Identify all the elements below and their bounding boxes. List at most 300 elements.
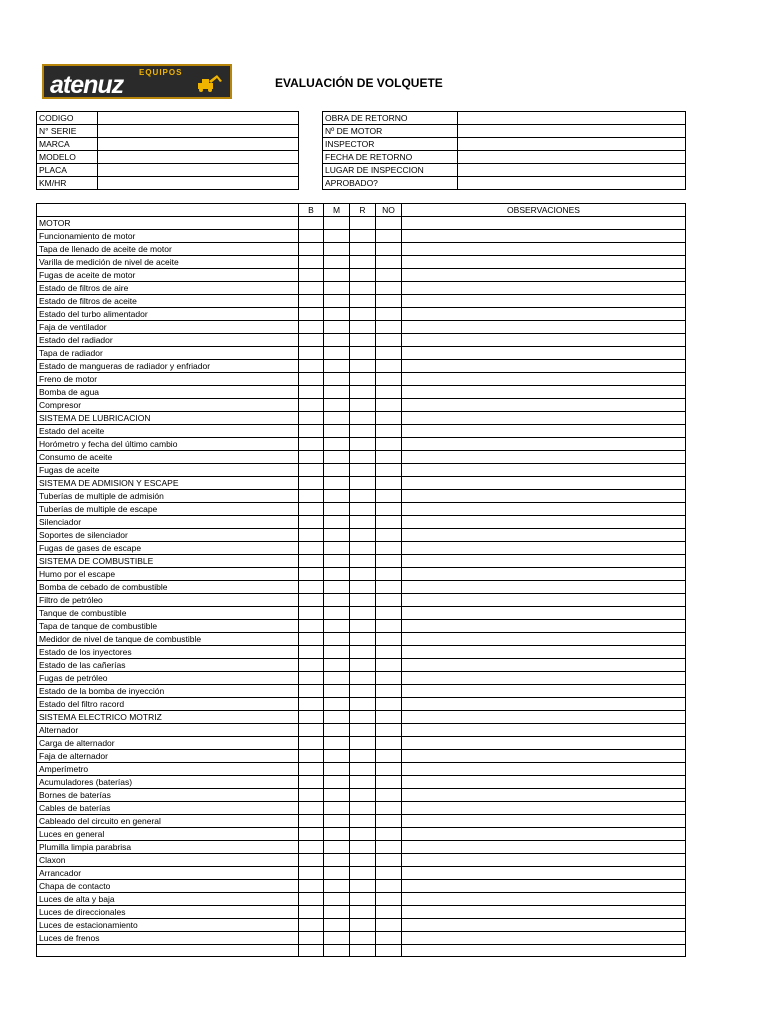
observaciones-cell[interactable]	[402, 295, 686, 308]
observaciones-cell[interactable]	[402, 451, 686, 464]
rating-b-cell[interactable]	[299, 477, 324, 490]
rating-no-cell[interactable]	[376, 893, 402, 906]
rating-no-cell[interactable]	[376, 529, 402, 542]
rating-b-cell[interactable]	[299, 945, 324, 957]
rating-r-cell[interactable]	[350, 893, 376, 906]
observaciones-cell[interactable]	[402, 893, 686, 906]
rating-m-cell[interactable]	[324, 841, 350, 854]
observaciones-cell[interactable]	[402, 867, 686, 880]
rating-no-cell[interactable]	[376, 828, 402, 841]
observaciones-cell[interactable]	[402, 854, 686, 867]
observaciones-cell[interactable]	[402, 659, 686, 672]
rating-r-cell[interactable]	[350, 685, 376, 698]
rating-r-cell[interactable]	[350, 412, 376, 425]
rating-b-cell[interactable]	[299, 815, 324, 828]
rating-no-cell[interactable]	[376, 620, 402, 633]
rating-m-cell[interactable]	[324, 386, 350, 399]
observaciones-cell[interactable]	[402, 503, 686, 516]
rating-r-cell[interactable]	[350, 516, 376, 529]
rating-r-cell[interactable]	[350, 230, 376, 243]
rating-m-cell[interactable]	[324, 659, 350, 672]
rating-r-cell[interactable]	[350, 295, 376, 308]
rating-m-cell[interactable]	[324, 269, 350, 282]
rating-b-cell[interactable]	[299, 438, 324, 451]
rating-m-cell[interactable]	[324, 373, 350, 386]
rating-m-cell[interactable]	[324, 243, 350, 256]
rating-no-cell[interactable]	[376, 503, 402, 516]
rating-b-cell[interactable]	[299, 256, 324, 269]
rating-r-cell[interactable]	[350, 386, 376, 399]
observaciones-cell[interactable]	[402, 269, 686, 282]
rating-m-cell[interactable]	[324, 529, 350, 542]
observaciones-cell[interactable]	[402, 763, 686, 776]
rating-b-cell[interactable]	[299, 555, 324, 568]
rating-m-cell[interactable]	[324, 308, 350, 321]
rating-no-cell[interactable]	[376, 412, 402, 425]
observaciones-cell[interactable]	[402, 243, 686, 256]
rating-b-cell[interactable]	[299, 269, 324, 282]
observaciones-cell[interactable]	[402, 321, 686, 334]
rating-m-cell[interactable]	[324, 737, 350, 750]
rating-r-cell[interactable]	[350, 594, 376, 607]
rating-r-cell[interactable]	[350, 503, 376, 516]
rating-r-cell[interactable]	[350, 555, 376, 568]
rating-no-cell[interactable]	[376, 672, 402, 685]
rating-b-cell[interactable]	[299, 594, 324, 607]
observaciones-cell[interactable]	[402, 776, 686, 789]
rating-r-cell[interactable]	[350, 425, 376, 438]
rating-m-cell[interactable]	[324, 217, 350, 230]
rating-r-cell[interactable]	[350, 529, 376, 542]
rating-b-cell[interactable]	[299, 334, 324, 347]
rating-r-cell[interactable]	[350, 256, 376, 269]
observaciones-cell[interactable]	[402, 750, 686, 763]
rating-no-cell[interactable]	[376, 321, 402, 334]
rating-b-cell[interactable]	[299, 776, 324, 789]
rating-b-cell[interactable]	[299, 750, 324, 763]
rating-m-cell[interactable]	[324, 802, 350, 815]
rating-no-cell[interactable]	[376, 230, 402, 243]
rating-r-cell[interactable]	[350, 399, 376, 412]
rating-r-cell[interactable]	[350, 477, 376, 490]
observaciones-cell[interactable]	[402, 828, 686, 841]
observaciones-cell[interactable]	[402, 386, 686, 399]
rating-b-cell[interactable]	[299, 724, 324, 737]
rating-m-cell[interactable]	[324, 906, 350, 919]
observaciones-cell[interactable]	[402, 620, 686, 633]
rating-no-cell[interactable]	[376, 451, 402, 464]
rating-m-cell[interactable]	[324, 932, 350, 945]
rating-b-cell[interactable]	[299, 360, 324, 373]
rating-r-cell[interactable]	[350, 815, 376, 828]
rating-b-cell[interactable]	[299, 308, 324, 321]
rating-b-cell[interactable]	[299, 737, 324, 750]
checklist-item-label: Compresor	[37, 399, 299, 412]
rating-m-cell[interactable]	[324, 763, 350, 776]
rating-m-cell[interactable]	[324, 698, 350, 711]
rating-r-cell[interactable]	[350, 282, 376, 295]
rating-b-cell[interactable]	[299, 620, 324, 633]
rating-m-cell[interactable]	[324, 477, 350, 490]
rating-m-cell[interactable]	[324, 919, 350, 932]
rating-r-cell[interactable]	[350, 763, 376, 776]
rating-no-cell[interactable]	[376, 906, 402, 919]
rating-r-cell[interactable]	[350, 724, 376, 737]
rating-no-cell[interactable]	[376, 399, 402, 412]
rating-no-cell[interactable]	[376, 919, 402, 932]
observaciones-cell[interactable]	[402, 802, 686, 815]
rating-r-cell[interactable]	[350, 490, 376, 503]
rating-b-cell[interactable]	[299, 464, 324, 477]
observaciones-cell[interactable]	[402, 490, 686, 503]
rating-m-cell[interactable]	[324, 854, 350, 867]
observaciones-cell[interactable]	[402, 438, 686, 451]
rating-b-cell[interactable]	[299, 646, 324, 659]
observaciones-cell[interactable]	[402, 633, 686, 646]
rating-no-cell[interactable]	[376, 789, 402, 802]
rating-r-cell[interactable]	[350, 451, 376, 464]
rating-r-cell[interactable]	[350, 711, 376, 724]
rating-m-cell[interactable]	[324, 282, 350, 295]
observaciones-cell[interactable]	[402, 373, 686, 386]
observaciones-cell[interactable]	[402, 789, 686, 802]
rating-b-cell[interactable]	[299, 919, 324, 932]
rating-no-cell[interactable]	[376, 373, 402, 386]
rating-b-cell[interactable]	[299, 607, 324, 620]
observaciones-cell[interactable]	[402, 529, 686, 542]
rating-b-cell[interactable]	[299, 802, 324, 815]
rating-m-cell[interactable]	[324, 412, 350, 425]
rating-m-cell[interactable]	[324, 464, 350, 477]
rating-b-cell[interactable]	[299, 854, 324, 867]
observaciones-cell[interactable]	[402, 594, 686, 607]
rating-no-cell[interactable]	[376, 802, 402, 815]
rating-no-cell[interactable]	[376, 555, 402, 568]
observaciones-cell[interactable]	[402, 724, 686, 737]
rating-r-cell[interactable]	[350, 828, 376, 841]
rating-m-cell[interactable]	[324, 945, 350, 957]
rating-m-cell[interactable]	[324, 347, 350, 360]
observaciones-cell[interactable]	[402, 945, 686, 957]
rating-r-cell[interactable]	[350, 789, 376, 802]
rating-b-cell[interactable]	[299, 347, 324, 360]
rating-no-cell[interactable]	[376, 945, 402, 957]
observaciones-cell[interactable]	[402, 360, 686, 373]
rating-no-cell[interactable]	[376, 542, 402, 555]
rating-m-cell[interactable]	[324, 880, 350, 893]
rating-m-cell[interactable]	[324, 490, 350, 503]
field-value-cell[interactable]	[98, 138, 299, 151]
rating-r-cell[interactable]	[350, 854, 376, 867]
rating-m-cell[interactable]	[324, 438, 350, 451]
rating-b-cell[interactable]	[299, 841, 324, 854]
rating-no-cell[interactable]	[376, 490, 402, 503]
observaciones-cell[interactable]	[402, 685, 686, 698]
rating-no-cell[interactable]	[376, 776, 402, 789]
rating-b-cell[interactable]	[299, 633, 324, 646]
rating-m-cell[interactable]	[324, 893, 350, 906]
rating-m-cell[interactable]	[324, 503, 350, 516]
rating-no-cell[interactable]	[376, 334, 402, 347]
rating-r-cell[interactable]	[350, 841, 376, 854]
rating-b-cell[interactable]	[299, 451, 324, 464]
rating-m-cell[interactable]	[324, 568, 350, 581]
rating-no-cell[interactable]	[376, 386, 402, 399]
observaciones-cell[interactable]	[402, 477, 686, 490]
rating-r-cell[interactable]	[350, 776, 376, 789]
rating-b-cell[interactable]	[299, 373, 324, 386]
rating-r-cell[interactable]	[350, 347, 376, 360]
rating-r-cell[interactable]	[350, 321, 376, 334]
rating-no-cell[interactable]	[376, 854, 402, 867]
rating-r-cell[interactable]	[350, 373, 376, 386]
field-value-cell[interactable]	[458, 177, 686, 190]
rating-r-cell[interactable]	[350, 620, 376, 633]
rating-no-cell[interactable]	[376, 841, 402, 854]
rating-m-cell[interactable]	[324, 334, 350, 347]
rating-b-cell[interactable]	[299, 217, 324, 230]
rating-m-cell[interactable]	[324, 789, 350, 802]
rating-b-cell[interactable]	[299, 659, 324, 672]
observaciones-cell[interactable]	[402, 464, 686, 477]
rating-m-cell[interactable]	[324, 672, 350, 685]
rating-m-cell[interactable]	[324, 620, 350, 633]
field-value-cell[interactable]	[458, 125, 686, 138]
field-value-cell[interactable]	[458, 112, 686, 125]
rating-b-cell[interactable]	[299, 906, 324, 919]
rating-m-cell[interactable]	[324, 815, 350, 828]
rating-r-cell[interactable]	[350, 607, 376, 620]
rating-no-cell[interactable]	[376, 217, 402, 230]
observaciones-cell[interactable]	[402, 347, 686, 360]
rating-b-cell[interactable]	[299, 789, 324, 802]
field-value-cell[interactable]	[98, 112, 299, 125]
observaciones-cell[interactable]	[402, 256, 686, 269]
rating-no-cell[interactable]	[376, 659, 402, 672]
rating-b-cell[interactable]	[299, 529, 324, 542]
observaciones-cell[interactable]	[402, 815, 686, 828]
observaciones-cell[interactable]	[402, 919, 686, 932]
rating-b-cell[interactable]	[299, 932, 324, 945]
rating-no-cell[interactable]	[376, 425, 402, 438]
rating-m-cell[interactable]	[324, 516, 350, 529]
rating-b-cell[interactable]	[299, 581, 324, 594]
rating-m-cell[interactable]	[324, 295, 350, 308]
rating-b-cell[interactable]	[299, 321, 324, 334]
observaciones-cell[interactable]	[402, 906, 686, 919]
field-value-cell[interactable]	[458, 138, 686, 151]
rating-b-cell[interactable]	[299, 399, 324, 412]
observaciones-cell[interactable]	[402, 646, 686, 659]
rating-no-cell[interactable]	[376, 256, 402, 269]
rating-no-cell[interactable]	[376, 750, 402, 763]
rating-m-cell[interactable]	[324, 581, 350, 594]
rating-m-cell[interactable]	[324, 776, 350, 789]
rating-r-cell[interactable]	[350, 698, 376, 711]
observaciones-cell[interactable]	[402, 217, 686, 230]
rating-r-cell[interactable]	[350, 672, 376, 685]
rating-b-cell[interactable]	[299, 763, 324, 776]
observaciones-cell[interactable]	[402, 880, 686, 893]
rating-no-cell[interactable]	[376, 685, 402, 698]
field-value-cell[interactable]	[98, 177, 299, 190]
rating-b-cell[interactable]	[299, 412, 324, 425]
observaciones-cell[interactable]	[402, 542, 686, 555]
rating-m-cell[interactable]	[324, 633, 350, 646]
rating-no-cell[interactable]	[376, 568, 402, 581]
rating-b-cell[interactable]	[299, 893, 324, 906]
rating-no-cell[interactable]	[376, 243, 402, 256]
observaciones-cell[interactable]	[402, 568, 686, 581]
rating-r-cell[interactable]	[350, 906, 376, 919]
field-value-cell[interactable]	[458, 164, 686, 177]
rating-b-cell[interactable]	[299, 295, 324, 308]
observaciones-cell[interactable]	[402, 230, 686, 243]
observaciones-cell[interactable]	[402, 711, 686, 724]
rating-b-cell[interactable]	[299, 880, 324, 893]
rating-no-cell[interactable]	[376, 815, 402, 828]
rating-r-cell[interactable]	[350, 269, 376, 282]
rating-m-cell[interactable]	[324, 425, 350, 438]
rating-no-cell[interactable]	[376, 724, 402, 737]
rating-r-cell[interactable]	[350, 659, 376, 672]
rating-no-cell[interactable]	[376, 932, 402, 945]
rating-m-cell[interactable]	[324, 360, 350, 373]
rating-b-cell[interactable]	[299, 828, 324, 841]
rating-r-cell[interactable]	[350, 737, 376, 750]
rating-no-cell[interactable]	[376, 581, 402, 594]
rating-b-cell[interactable]	[299, 867, 324, 880]
rating-r-cell[interactable]	[350, 542, 376, 555]
rating-r-cell[interactable]	[350, 464, 376, 477]
rating-r-cell[interactable]	[350, 438, 376, 451]
rating-no-cell[interactable]	[376, 308, 402, 321]
observaciones-cell[interactable]	[402, 607, 686, 620]
rating-b-cell[interactable]	[299, 490, 324, 503]
rating-no-cell[interactable]	[376, 711, 402, 724]
rating-r-cell[interactable]	[350, 243, 376, 256]
rating-b-cell[interactable]	[299, 503, 324, 516]
rating-no-cell[interactable]	[376, 295, 402, 308]
checklist-row	[37, 880, 686, 893]
rating-r-cell[interactable]	[350, 880, 376, 893]
observaciones-cell[interactable]	[402, 425, 686, 438]
rating-r-cell[interactable]	[350, 308, 376, 321]
field-value-cell[interactable]	[98, 151, 299, 164]
rating-no-cell[interactable]	[376, 737, 402, 750]
rating-no-cell[interactable]	[376, 464, 402, 477]
rating-b-cell[interactable]	[299, 672, 324, 685]
rating-no-cell[interactable]	[376, 646, 402, 659]
observaciones-cell[interactable]	[402, 737, 686, 750]
rating-no-cell[interactable]	[376, 438, 402, 451]
rating-r-cell[interactable]	[350, 581, 376, 594]
rating-no-cell[interactable]	[376, 698, 402, 711]
observaciones-cell[interactable]	[402, 412, 686, 425]
rating-m-cell[interactable]	[324, 594, 350, 607]
rating-m-cell[interactable]	[324, 607, 350, 620]
rating-r-cell[interactable]	[350, 867, 376, 880]
rating-r-cell[interactable]	[350, 750, 376, 763]
rating-no-cell[interactable]	[376, 607, 402, 620]
rating-r-cell[interactable]	[350, 360, 376, 373]
observaciones-cell[interactable]	[402, 308, 686, 321]
rating-m-cell[interactable]	[324, 451, 350, 464]
rating-m-cell[interactable]	[324, 256, 350, 269]
observaciones-cell[interactable]	[402, 672, 686, 685]
observaciones-cell[interactable]	[402, 581, 686, 594]
rating-r-cell[interactable]	[350, 217, 376, 230]
rating-no-cell[interactable]	[376, 594, 402, 607]
rating-b-cell[interactable]	[299, 542, 324, 555]
rating-m-cell[interactable]	[324, 685, 350, 698]
checklist-item-label: Cableado del circuito en general	[37, 815, 299, 828]
rating-r-cell[interactable]	[350, 568, 376, 581]
observaciones-cell[interactable]	[402, 555, 686, 568]
observaciones-cell[interactable]	[402, 282, 686, 295]
rating-r-cell[interactable]	[350, 945, 376, 957]
rating-b-cell[interactable]	[299, 243, 324, 256]
rating-m-cell[interactable]	[324, 711, 350, 724]
rating-b-cell[interactable]	[299, 230, 324, 243]
rating-m-cell[interactable]	[324, 724, 350, 737]
rating-m-cell[interactable]	[324, 828, 350, 841]
rating-m-cell[interactable]	[324, 321, 350, 334]
field-value-cell[interactable]	[98, 164, 299, 177]
rating-b-cell[interactable]	[299, 685, 324, 698]
rating-b-cell[interactable]	[299, 386, 324, 399]
rating-r-cell[interactable]	[350, 646, 376, 659]
rating-m-cell[interactable]	[324, 542, 350, 555]
observaciones-cell[interactable]	[402, 698, 686, 711]
rating-r-cell[interactable]	[350, 802, 376, 815]
rating-b-cell[interactable]	[299, 698, 324, 711]
observaciones-cell[interactable]	[402, 399, 686, 412]
rating-no-cell[interactable]	[376, 347, 402, 360]
rating-no-cell[interactable]	[376, 360, 402, 373]
rating-no-cell[interactable]	[376, 763, 402, 776]
rating-r-cell[interactable]	[350, 334, 376, 347]
rating-no-cell[interactable]	[376, 282, 402, 295]
rating-b-cell[interactable]	[299, 568, 324, 581]
rating-m-cell[interactable]	[324, 230, 350, 243]
rating-no-cell[interactable]	[376, 269, 402, 282]
field-value-cell[interactable]	[458, 151, 686, 164]
rating-m-cell[interactable]	[324, 646, 350, 659]
observaciones-cell[interactable]	[402, 516, 686, 529]
rating-m-cell[interactable]	[324, 555, 350, 568]
rating-no-cell[interactable]	[376, 477, 402, 490]
rating-no-cell[interactable]	[376, 516, 402, 529]
rating-m-cell[interactable]	[324, 750, 350, 763]
observaciones-cell[interactable]	[402, 932, 686, 945]
rating-b-cell[interactable]	[299, 425, 324, 438]
rating-r-cell[interactable]	[350, 932, 376, 945]
rating-no-cell[interactable]	[376, 633, 402, 646]
rating-m-cell[interactable]	[324, 867, 350, 880]
field-value-cell[interactable]	[98, 125, 299, 138]
observaciones-cell[interactable]	[402, 334, 686, 347]
rating-r-cell[interactable]	[350, 919, 376, 932]
rating-r-cell[interactable]	[350, 633, 376, 646]
rating-no-cell[interactable]	[376, 880, 402, 893]
rating-b-cell[interactable]	[299, 282, 324, 295]
rating-b-cell[interactable]	[299, 516, 324, 529]
observaciones-cell[interactable]	[402, 841, 686, 854]
rating-m-cell[interactable]	[324, 399, 350, 412]
rating-no-cell[interactable]	[376, 867, 402, 880]
rating-b-cell[interactable]	[299, 711, 324, 724]
